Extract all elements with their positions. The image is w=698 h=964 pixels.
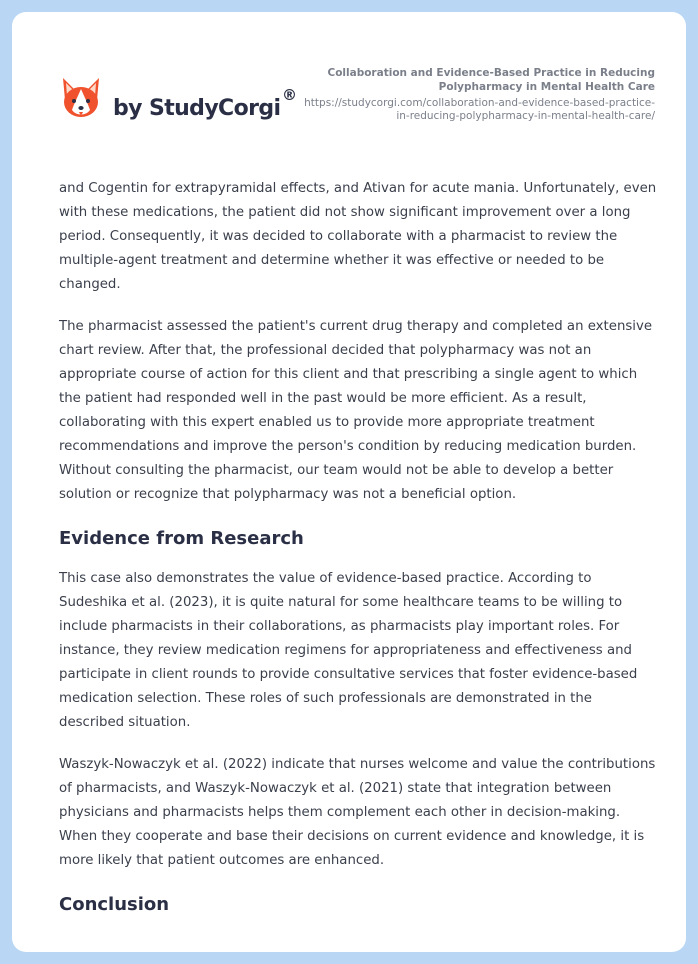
section-heading-conclusion: Conclusion — [59, 894, 170, 915]
article-body — [59, 177, 659, 933]
corgi-logo-icon — [60, 76, 102, 122]
registered-mark: ® — [282, 86, 297, 104]
section-heading-evidence: Evidence from Research — [59, 528, 304, 549]
paragraph: and Cogentin for extrapyramidal effects, and Ativan for acute mania. Unfortunately, even with these medications, the patient did not show significant improvement over a long period. Consequently, it was decided to collaborate with a pharmacist to review the multiple-agent treatment and determine whether it was effective or needed to be changed. — [59, 181, 657, 292]
brand-name: by StudyCorgi — [113, 96, 281, 121]
paragraph: This case also demonstrates the value of evidence-based practice. According to Sudeshika et al. (2023), it is quite natural for some healthcare teams to be willing to include pharmacists in their collaborations, as pharmacists play important roles. For instance, they review medication regimens for appropriateness and effectiveness and participate in client rounds to provide consultative services that foster evidence-based medication selection. These roles of such professionals are demonstrated in the described situation. — [59, 571, 638, 730]
document-url[interactable]: https://studycorgi.com/collaboration-and-evidence-based-practice-in-reducing-polypharmacy-in-mental-health-care/ — [304, 97, 655, 122]
document-title: Collaboration and Evidence-Based Practice in Reducing Polypharmacy in Mental Health Care — [327, 67, 655, 93]
paragraph: Waszyk-Nowaczyk et al. (2022) indicate that nurses welcome and value the contributions of pharmacists, and Waszyk-Nowaczyk et al. (2021) state that integration between physicians and pharmacists helps them complement each other in decision-making. When they cooperate and base their decisions on current evidence and knowledge, it is more likely that patient outcomes are enhanced. — [59, 757, 656, 868]
page-header — [12, 12, 686, 162]
document-meta — [295, 66, 655, 123]
paragraph: The pharmacist assessed the patient's current drug therapy and completed an extensive chart review. After that, the professional decided that polypharmacy was not an appropriate course of action for this client and that prescribing a single agent to which the patient had responded well in the past would be more efficient. As a result, collaborating with this expert enabled us to provide more appropriate treatment recommendations and improve the person's condition by reducing medication burden. Without consulting the pharmacist, our team would not be able to develop a better solution or recognize that polypharmacy was not a beneficial option. — [59, 319, 653, 502]
document-page — [12, 12, 686, 952]
studycorgi-logo[interactable] — [60, 76, 310, 136]
